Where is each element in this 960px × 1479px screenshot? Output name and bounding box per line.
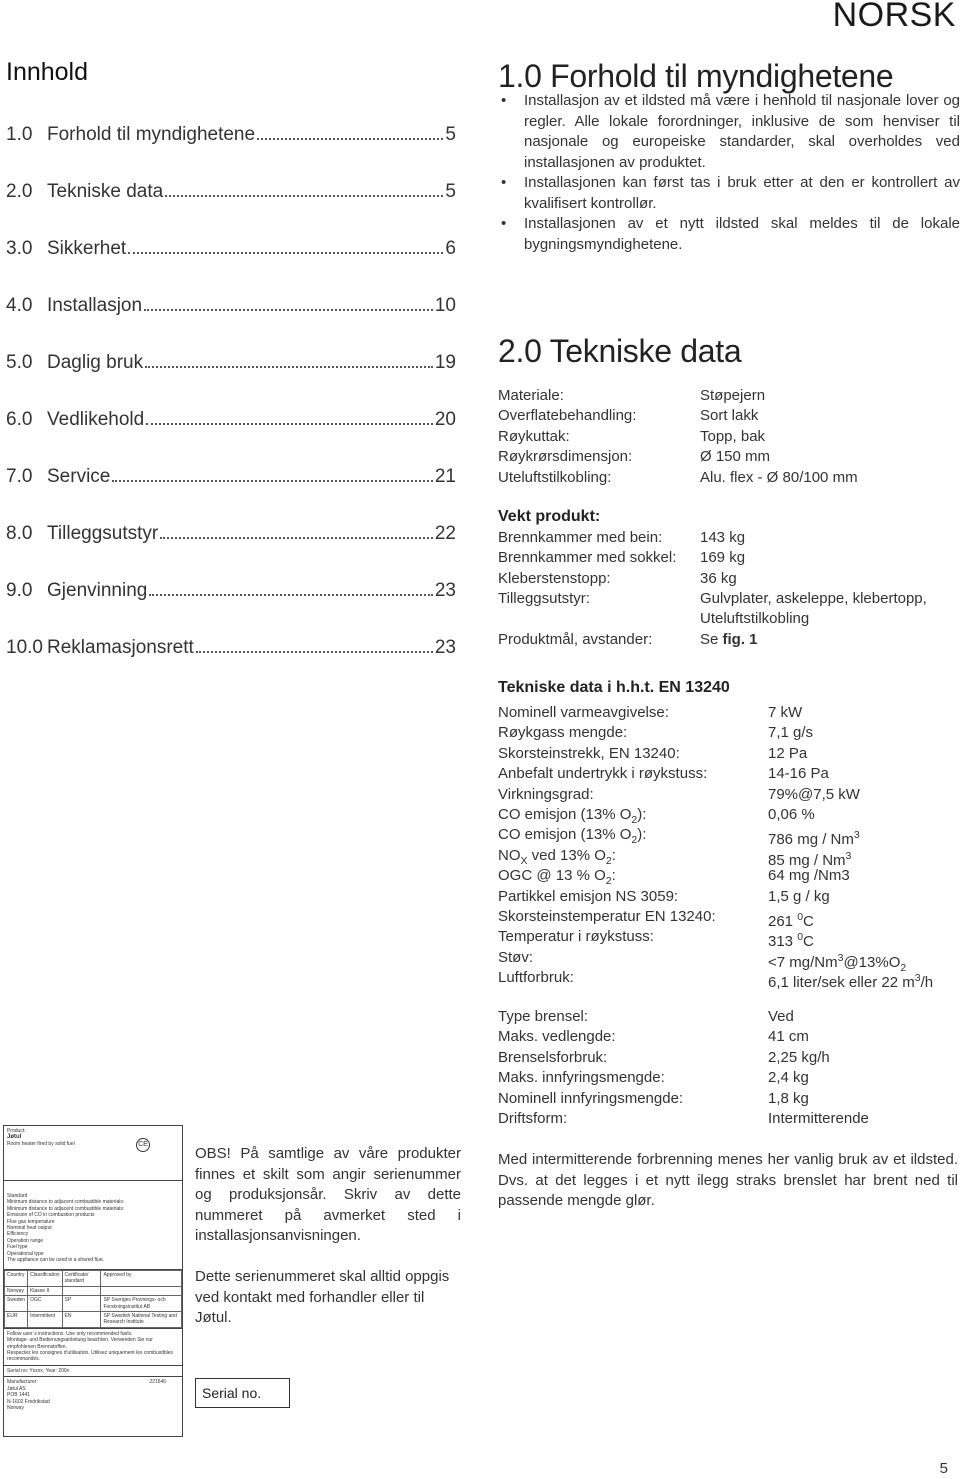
row-label-text: Røykuttak: bbox=[498, 427, 570, 445]
plate-note: Follow user´s instructions. Use only recommended fuels. bbox=[7, 1330, 133, 1337]
toc-item[interactable] bbox=[6, 409, 456, 431]
plate-spec-line: Flue gas temperature bbox=[7, 1218, 55, 1225]
row-label-end: : bbox=[611, 846, 616, 864]
plate-spec-line: Standard bbox=[7, 1193, 28, 1199]
fig-link: fig. 1 bbox=[722, 631, 758, 648]
row-value-text: 14-16 Pa bbox=[768, 765, 829, 783]
row-value-text: 6,1 liter/sek eller 22 m bbox=[768, 974, 915, 992]
row-label-sub: 2 bbox=[631, 834, 638, 847]
plate-product-section bbox=[4, 1126, 182, 1181]
row-label bbox=[498, 427, 570, 447]
row-label bbox=[498, 569, 611, 589]
toc-dot-leader bbox=[257, 138, 443, 140]
row-value-text: 2,25 kg/h bbox=[768, 1048, 830, 1066]
row-value-text: 36 kg bbox=[700, 569, 737, 587]
table-cell: Classification bbox=[28, 1271, 62, 1287]
plate-spec-line: The appliance can be used in a shared flue. bbox=[7, 1257, 105, 1264]
toc-item-page: 22 bbox=[434, 523, 456, 544]
row-value-text: Sort lakk bbox=[700, 407, 759, 425]
dimensions-value-text: Se bbox=[700, 631, 723, 648]
table-cell: Certificate/ standard bbox=[62, 1271, 101, 1287]
toc-dot-leader bbox=[112, 480, 433, 482]
row-label bbox=[498, 406, 636, 426]
row-value bbox=[768, 1089, 809, 1109]
plate-product: Jøtul bbox=[7, 1134, 22, 1141]
row-value bbox=[768, 968, 933, 993]
row-label-end: ved 13% O bbox=[527, 846, 606, 864]
row-label-text: Støv: bbox=[498, 948, 534, 966]
row-label-sub: X bbox=[520, 854, 528, 867]
accessories-label: Tilleggsutstyr: bbox=[498, 590, 590, 607]
table-cell: OGC bbox=[28, 1296, 62, 1312]
row-label-text: Type brensel: bbox=[498, 1008, 589, 1025]
row-label bbox=[498, 548, 676, 568]
toc-item-page: 23 bbox=[434, 580, 456, 601]
row-value-text: 169 kg bbox=[700, 549, 746, 567]
row-value bbox=[700, 548, 745, 568]
toc-dot-leader bbox=[160, 537, 433, 539]
row-label-text: CO emisjon (13% O bbox=[498, 806, 632, 823]
en-title: Tekniske data i h.h.t. EN 13240 bbox=[498, 679, 730, 696]
ce-mark-icon: CE bbox=[136, 1138, 150, 1152]
row-label-text: Skorsteinstemperatur EN 13240: bbox=[498, 908, 716, 925]
row-value bbox=[768, 887, 830, 907]
plate-note: Respectez les consignes d'utilisation. Utilisez uniquement les combustibles recommandés. bbox=[7, 1350, 174, 1363]
row-label-text: Luftforbruk: bbox=[498, 969, 574, 987]
row-value-sup: 3 bbox=[853, 829, 860, 842]
row-value-text: 12 Pa bbox=[768, 744, 808, 762]
plate-spec-line: Efficiency bbox=[7, 1231, 29, 1238]
toc-item-label: Gjenvinning bbox=[47, 580, 148, 601]
row-value-sup: 3 bbox=[837, 951, 844, 964]
toc-dot-leader bbox=[149, 594, 433, 596]
row-value-sup: 3 bbox=[845, 849, 852, 862]
toc-item-number: 9.0 bbox=[6, 580, 33, 601]
plate-table-header bbox=[5, 1271, 182, 1287]
plate-spec-line: Minimum distance to adjacent combustible materials: bbox=[7, 1199, 125, 1206]
plate-spec-line: Nominal heat output bbox=[7, 1225, 52, 1232]
weight-title: Vekt produkt: bbox=[498, 508, 601, 525]
table-cell: EN bbox=[62, 1312, 101, 1328]
obs-note: OBS! På samtlige av våre produkter finnes et skilt som angir serienummer og produksjonsår. Skriv av dette nummeret på avmerket sted i installasjonsanvisningen. bbox=[195, 1145, 461, 1244]
row-label-text: Brennkammer med sokkel: bbox=[498, 549, 677, 567]
row-value-text: 7 kW bbox=[768, 704, 803, 721]
row-value bbox=[700, 569, 737, 589]
row-label-end: ): bbox=[637, 826, 647, 844]
row-label-text: Overflatebehandling: bbox=[498, 407, 637, 425]
toc-dot-leader bbox=[144, 309, 433, 311]
toc-item-label: Tilleggsutstyr bbox=[47, 523, 159, 544]
table-cell: Norway bbox=[5, 1286, 28, 1295]
section-1-bullets bbox=[498, 91, 960, 255]
page-number: 5 bbox=[939, 1460, 948, 1477]
row-value-text: 41 cm bbox=[768, 1028, 809, 1046]
row-label-text: Materiale: bbox=[498, 387, 564, 404]
toc-item[interactable] bbox=[6, 352, 456, 374]
row-label-text: Skorsteinstrekk, EN 13240: bbox=[498, 744, 680, 762]
row-value-text: Topp, bak bbox=[700, 427, 766, 445]
toc-item-number: 1.0 bbox=[6, 124, 33, 145]
plate-notes bbox=[4, 1329, 182, 1366]
toc-dot-leader bbox=[146, 423, 433, 425]
row-value-end: C bbox=[803, 933, 814, 951]
toc-item-label: Service bbox=[47, 466, 111, 487]
toc-dot-leader bbox=[165, 195, 443, 197]
language-header: NORSK bbox=[832, 0, 956, 34]
manufacturer-line: Norway bbox=[7, 1404, 24, 1411]
row-value-sup: 3 bbox=[914, 972, 921, 985]
row-value bbox=[768, 1027, 809, 1047]
row-label bbox=[498, 907, 716, 927]
bullet-item: • Installasjonen av et nytt ildsted skal meldes til de lokale bygningsmyndighetene. bbox=[498, 214, 960, 255]
section-1-title: 1.0 Forhold til myndighetene bbox=[498, 58, 894, 94]
row-label bbox=[498, 447, 632, 467]
plate-product-label: Product: bbox=[7, 1128, 26, 1134]
row-label-text: Brenselsforbruk: bbox=[498, 1048, 608, 1066]
toc-item[interactable] bbox=[6, 580, 456, 602]
toc-dot-leader bbox=[128, 252, 443, 254]
row-label-text: Maks. vedlengde: bbox=[498, 1028, 616, 1046]
table-cell bbox=[62, 1286, 101, 1295]
toc-item[interactable] bbox=[6, 238, 456, 260]
product-label-plate bbox=[3, 1125, 183, 1437]
row-value-end: C bbox=[803, 913, 814, 930]
row-label bbox=[498, 1007, 588, 1027]
row-value bbox=[768, 703, 802, 723]
toc-item-page: 10 bbox=[434, 295, 456, 316]
row-label bbox=[498, 948, 533, 968]
row-value bbox=[700, 447, 770, 467]
table-cell: Sweden bbox=[5, 1296, 28, 1312]
row-label-text: Maks. innfyringsmengde: bbox=[498, 1069, 665, 1087]
plate-spec-line: Operation range bbox=[7, 1237, 44, 1244]
row-label-text: Anbefalt undertrykk i røykstuss: bbox=[498, 765, 708, 783]
serial-number-box: Serial no. bbox=[195, 1378, 290, 1408]
toc-item[interactable] bbox=[6, 523, 456, 545]
toc-item-page: 19 bbox=[434, 352, 456, 373]
row-label-text: Virkningsgrad: bbox=[498, 785, 594, 803]
row-label-text: Temperatur i røykstuss: bbox=[498, 928, 654, 946]
row-label bbox=[498, 887, 678, 907]
row-value-text: 1,8 kg bbox=[768, 1089, 809, 1107]
serial-note: Dette serienummeret skal alltid oppgis ved kontakt med forhandler eller til Jøtul. bbox=[195, 1268, 450, 1326]
row-value-text: <7 mg/Nm bbox=[768, 953, 838, 971]
plate-spec-line: Minimum distance to adjacent combustible materials: bbox=[7, 1205, 125, 1212]
row-value-text: 7,1 g/s bbox=[768, 724, 814, 742]
row-label bbox=[498, 386, 564, 406]
table-cell: Klasse II bbox=[28, 1286, 62, 1295]
toc-item[interactable] bbox=[6, 124, 456, 146]
plate-note: Montage- und Bedienungsanleitung beachten. Verwenden Sie nur empfohlenen Brennstoffen. bbox=[7, 1337, 153, 1350]
accessories-value-2: Uteluftstilkobling bbox=[700, 610, 810, 627]
dimensions-label: Produktmål, avstander: bbox=[498, 631, 653, 648]
row-value bbox=[768, 1048, 830, 1068]
row-value-text: 261 bbox=[768, 913, 798, 930]
row-label bbox=[498, 468, 611, 488]
row-label-text: Nominell innfyringsmengde: bbox=[498, 1089, 684, 1107]
plate-spec-line: Fuel type bbox=[7, 1244, 28, 1251]
row-label-sub: 2 bbox=[605, 875, 612, 888]
accessories-value-1: Gulvplater, askeleppe, klebertopp, bbox=[700, 590, 927, 607]
row-label bbox=[498, 927, 654, 947]
row-value bbox=[768, 744, 807, 764]
plate-table-section bbox=[4, 1270, 182, 1329]
row-value-text: 786 mg / Nm bbox=[768, 831, 854, 849]
toc-item[interactable] bbox=[6, 466, 456, 488]
row-value-sub: 2 bbox=[900, 961, 907, 974]
row-value-text: Ø 150 mm bbox=[700, 448, 771, 466]
row-label bbox=[498, 723, 627, 743]
row-value-end: @13%O bbox=[843, 953, 901, 971]
row-label-sub: 2 bbox=[605, 854, 612, 867]
plate-manufacturer bbox=[4, 1377, 182, 1413]
toc-item-page: 20 bbox=[434, 409, 456, 430]
row-label bbox=[498, 1068, 665, 1088]
toc-item-label: Tekniske data bbox=[47, 181, 164, 202]
row-value bbox=[768, 764, 829, 784]
row-value bbox=[768, 866, 850, 886]
plate-table bbox=[4, 1270, 182, 1328]
row-value-text: 1,5 g / kg bbox=[768, 887, 830, 905]
row-value bbox=[700, 427, 765, 447]
table-row bbox=[5, 1312, 182, 1328]
row-label bbox=[498, 764, 707, 784]
row-label bbox=[498, 703, 669, 723]
manufacturer-line: POB 1441 bbox=[7, 1392, 31, 1399]
table-cell: EUR bbox=[5, 1312, 28, 1328]
toc-item-number: 6.0 bbox=[6, 409, 33, 430]
row-value bbox=[700, 406, 758, 426]
row-label-text: OGC @ 13 % O bbox=[498, 867, 606, 885]
row-value-text: 85 mg / Nm bbox=[768, 851, 846, 869]
row-label bbox=[498, 1109, 567, 1129]
row-label-text: Driftsform: bbox=[498, 1110, 568, 1127]
row-value-text: 313 bbox=[768, 933, 798, 951]
row-label bbox=[498, 785, 594, 805]
row-value bbox=[768, 785, 860, 805]
toc-item-page: 21 bbox=[434, 466, 456, 487]
row-label-end: ): bbox=[637, 806, 647, 823]
toc-item-number: 10.0 bbox=[6, 637, 43, 658]
toc-dot-leader bbox=[196, 651, 433, 653]
row-label-end: : bbox=[611, 867, 616, 885]
row-value bbox=[700, 386, 765, 406]
row-label-text: Røykrørsdimensjon: bbox=[498, 448, 633, 466]
table-cell: SP bbox=[62, 1296, 101, 1312]
table-cell: Intermittent bbox=[28, 1312, 62, 1328]
section-2-title: 2.0 Tekniske data bbox=[498, 333, 742, 369]
toc-item-page: 5 bbox=[445, 124, 456, 145]
toc-item-label: Daglig bruk bbox=[47, 352, 144, 373]
row-label bbox=[498, 968, 574, 988]
plate-spec-line: Operational type bbox=[7, 1250, 44, 1257]
row-label bbox=[498, 528, 662, 548]
toc-title: Innhold bbox=[6, 58, 89, 86]
toc-item-label: Reklamasjonsrett bbox=[47, 637, 194, 658]
toc-item-number: 4.0 bbox=[6, 295, 33, 316]
row-label bbox=[498, 1027, 616, 1047]
toc-dot-leader bbox=[145, 366, 433, 368]
plate-serial: Serial no: Yxxxx, Year: 200x bbox=[4, 1366, 182, 1377]
manufacturer-line: Jøtul AS bbox=[7, 1385, 26, 1392]
toc-item[interactable] bbox=[6, 181, 456, 203]
manufacturer-label: Manufacturer: bbox=[7, 1379, 38, 1386]
row-value-text: 143 kg bbox=[700, 529, 746, 546]
table-cell bbox=[101, 1286, 182, 1295]
row-value-sup: 0 bbox=[797, 931, 804, 944]
row-value-end: /h bbox=[920, 974, 934, 992]
table-row bbox=[5, 1296, 182, 1312]
row-value bbox=[768, 1068, 809, 1088]
table-cell: Approved by bbox=[101, 1271, 182, 1287]
toc-item-label: Sikkerhet bbox=[47, 238, 127, 259]
row-value-text: 79%@7,5 kW bbox=[768, 785, 860, 803]
toc-item-page: 23 bbox=[434, 637, 456, 658]
plate-code: 221546 bbox=[149, 1379, 166, 1386]
row-value-text: Ved bbox=[768, 1008, 794, 1025]
row-label-text: Kleberstenstopp: bbox=[498, 569, 611, 587]
dimensions-value bbox=[700, 630, 758, 650]
row-value bbox=[768, 805, 815, 825]
row-value bbox=[700, 528, 745, 548]
table-row bbox=[5, 1286, 182, 1295]
row-value-text: 64 mg /Nm3 bbox=[768, 867, 850, 885]
row-value-text: 0,06 % bbox=[768, 806, 815, 823]
row-value-text: Støpejern bbox=[700, 387, 766, 404]
toc-item-page: 5 bbox=[445, 181, 456, 202]
plate-spec-line: Emission of CO in combustion products bbox=[7, 1212, 95, 1219]
toc-item-number: 3.0 bbox=[6, 238, 33, 259]
toc-item-number: 8.0 bbox=[6, 523, 33, 544]
table-cell: Country bbox=[5, 1271, 28, 1287]
row-value-text: Alu. flex - Ø 80/100 mm bbox=[700, 468, 858, 486]
table-cell: SP Sveriges Provnings- och Forskningsinstitut AB bbox=[101, 1296, 182, 1312]
toc-item-number: 5.0 bbox=[6, 352, 33, 373]
bullet-item: • Installasjon av et ildsted må være i henhold til nasjonale lover og regler. Alle lokale forordninger, inklusive de som henviser til nasjonale og europeiske standarder, skal overholdes ved installasjonen av produktet. bbox=[498, 91, 960, 173]
row-value bbox=[700, 468, 858, 488]
row-value-text: Intermitterende bbox=[768, 1110, 869, 1127]
row-value-text: 2,4 kg bbox=[768, 1069, 809, 1087]
row-value-sup: 0 bbox=[797, 911, 804, 923]
toc-item-label: Vedlikehold bbox=[47, 409, 145, 430]
table-cell: SP Swedish National Testing and Research Institute bbox=[101, 1312, 182, 1328]
row-label bbox=[498, 744, 680, 764]
row-label-sub: 2 bbox=[631, 814, 638, 826]
row-value bbox=[768, 1007, 794, 1027]
toc-item[interactable] bbox=[6, 295, 456, 317]
row-label-text: Partikkel emisjon NS 3059: bbox=[498, 887, 679, 905]
intermittent-note: Med intermitterende forbrenning menes her vanlig bruk av et ildsted. Dvs. at det legges i et nytt ilegg straks brenslet har brent ned til passende mengde glør. bbox=[498, 1151, 958, 1209]
row-label-text: Brennkammer med bein: bbox=[498, 529, 663, 546]
row-value bbox=[768, 723, 813, 743]
toc-item-number: 7.0 bbox=[6, 466, 33, 487]
toc-item-page: 6 bbox=[445, 238, 456, 259]
toc-item-number: 2.0 bbox=[6, 181, 33, 202]
row-label bbox=[498, 1048, 607, 1068]
plate-specs bbox=[4, 1181, 182, 1270]
bullet-item: • Installasjonen kan først tas i bruk etter at den er kontrollert av kvalifisert kontrollør. bbox=[498, 173, 960, 214]
toc-item-label: Forhold til myndighetene bbox=[47, 124, 256, 145]
plate-product-desc: Room heater fired by solid fuel bbox=[7, 1140, 75, 1147]
toc-item[interactable] bbox=[6, 637, 456, 659]
row-label-text: Uteluftstilkobling: bbox=[498, 468, 612, 486]
row-label-text: NO bbox=[498, 846, 521, 864]
row-value bbox=[768, 1109, 869, 1129]
toc-item-label: Installasjon bbox=[47, 295, 143, 316]
row-label-text: Nominell varmeavgivelse: bbox=[498, 704, 669, 721]
row-label-text: CO emisjon (13% O bbox=[498, 826, 632, 844]
row-label-text: Røykgass mengde: bbox=[498, 724, 628, 742]
row-label bbox=[498, 1089, 683, 1109]
manufacturer-line: N-1602 Fredrikstad bbox=[7, 1398, 50, 1405]
